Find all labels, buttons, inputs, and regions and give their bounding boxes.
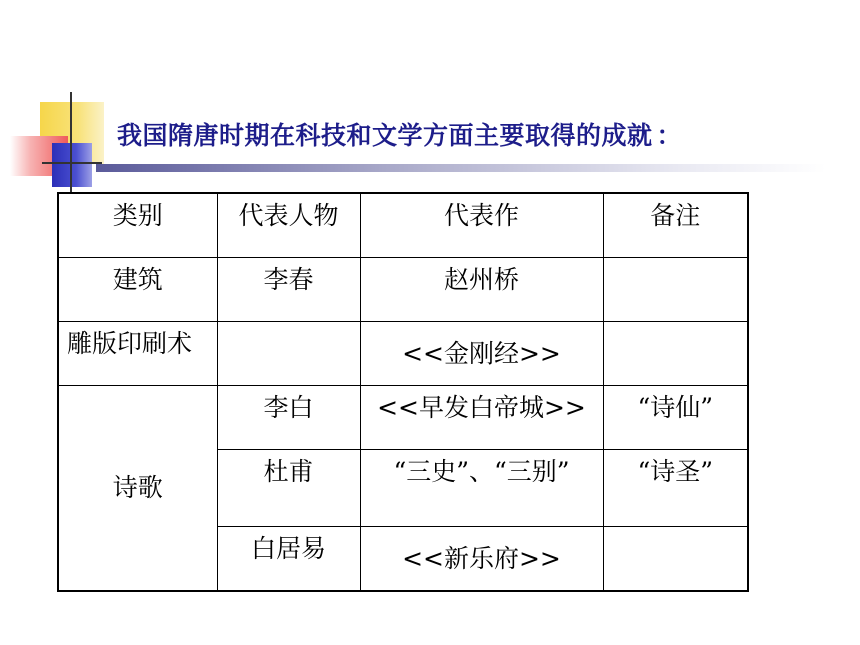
cell-person: 李春 [217, 258, 360, 322]
cell-category: 建筑 [58, 258, 217, 322]
decor-horizontal-line [42, 162, 102, 164]
cell-person: 李白 [217, 386, 360, 450]
table-row [58, 386, 748, 450]
slide-title-text: 我国隋唐时期在科技和文学方面主要取得的成就 [117, 121, 653, 150]
cell-category: 雕版印刷术 [58, 322, 217, 386]
decor-vertical-line [70, 92, 72, 192]
cell-person: 杜甫 [217, 450, 360, 527]
cell-person [217, 322, 360, 386]
table-row [58, 258, 748, 322]
cell-note [603, 322, 748, 386]
cell-work: <<早发白帝城>> [360, 386, 603, 450]
cell-note [603, 527, 748, 592]
cell-work: 赵州桥 [360, 258, 603, 322]
achievements-table [57, 192, 749, 592]
cell-category: 诗歌 [58, 386, 217, 592]
slide-title [117, 116, 682, 156]
header-category: 类别 [58, 193, 217, 258]
header-work: 代表作 [360, 193, 603, 258]
cell-note: “诗圣” [603, 450, 748, 527]
cell-note: “诗仙” [603, 386, 748, 450]
cell-note [603, 258, 748, 322]
decor-blue-square [52, 143, 92, 187]
table-header-row [58, 193, 748, 258]
slide-title-colon: ： [656, 121, 683, 150]
cell-work: <<新乐府>> [360, 527, 603, 592]
cell-work: “三史”、“三别” [360, 450, 603, 527]
title-underline-bar [96, 164, 826, 172]
table-row [58, 322, 748, 386]
cell-person: 白居易 [217, 527, 360, 592]
header-note: 备注 [603, 193, 748, 258]
cell-work: <<金刚经>> [360, 322, 603, 386]
header-person: 代表人物 [217, 193, 360, 258]
